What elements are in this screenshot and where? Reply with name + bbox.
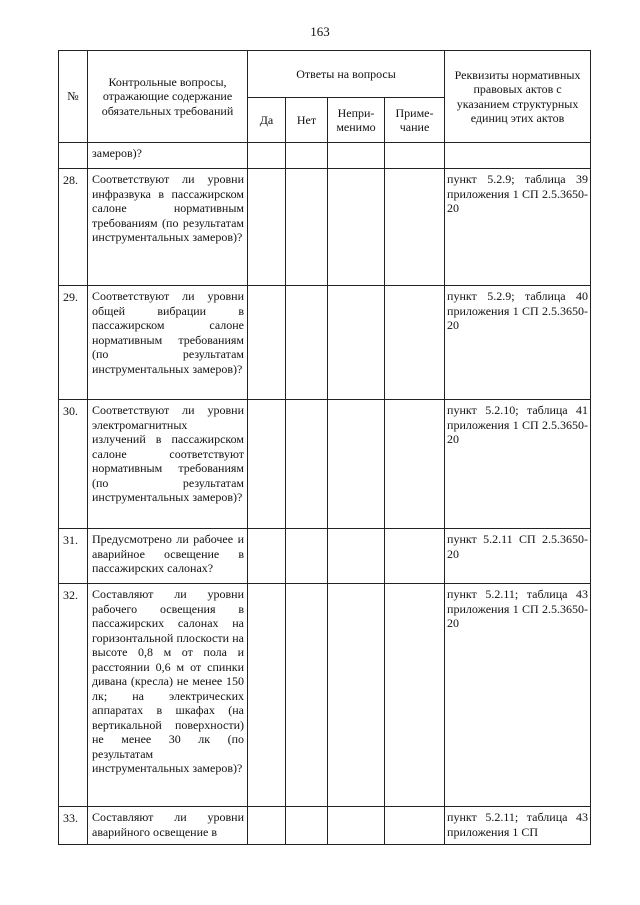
header-no: Нет <box>286 98 328 143</box>
header-question: Контрольные вопросы, отражающие содержание обязательных требований <box>88 51 248 143</box>
row-number: 29. <box>59 286 88 400</box>
row-requisites: пункт 5.2.11; таблица 43 приложения 1 СП <box>445 807 591 845</box>
answer-no-cell[interactable] <box>286 529 328 584</box>
answer-note-cell[interactable] <box>385 400 445 529</box>
table-row <box>59 584 591 807</box>
row-number: 32. <box>59 584 88 807</box>
answer-yes-cell[interactable] <box>248 169 286 286</box>
row-requisites: пункт 5.2.9; таблица 40 приложения 1 СП 2.5.3650-20 <box>445 286 591 400</box>
header-note: Приме- чание <box>385 98 445 143</box>
row-question: Соответствуют ли уровни электромагнитных излучений в пассажирском салоне соответствуют нормативным требованиям (по результатам инструментальных замеров)? <box>88 400 248 529</box>
answer-na-cell[interactable] <box>328 807 385 845</box>
answer-na-cell[interactable] <box>328 169 385 286</box>
answer-yes-cell[interactable] <box>248 529 286 584</box>
table-row <box>59 286 591 400</box>
header-requisites: Реквизиты нормативных правовых актов с указанием структурных единиц этих актов <box>445 51 591 143</box>
row-number: 33. <box>59 807 88 845</box>
answer-no-cell[interactable] <box>286 169 328 286</box>
answer-note-cell[interactable] <box>385 807 445 845</box>
row-question: Соответствуют ли уровни общей вибрации в пассажирском салоне нормативным требованиям (по результатам инструментальных замеров)? <box>88 286 248 400</box>
row-question: Составляют ли уровни рабочего освещения в пассажирских салонах на горизонтальной плоскости на высоте 0,8 м от пола и расстоянии 0,6 м от спинки дивана (кресла) не менее 150 лк; на электрических аппаратах в шкафах (на вертикальной поверхности) не менее 30 лк (по результатам инструментальных замеров)? <box>88 584 248 807</box>
table-row <box>59 400 591 529</box>
row-question: Предусмотрено ли рабочее и аварийное освещение в пассажирских салонах? <box>88 529 248 584</box>
answer-yes-cell[interactable] <box>248 400 286 529</box>
row-number: 31. <box>59 529 88 584</box>
page-number: 163 <box>310 24 330 39</box>
answer-yes-cell[interactable] <box>248 286 286 400</box>
row-number: 30. <box>59 400 88 529</box>
header-number: № <box>59 51 88 143</box>
answer-no-cell[interactable] <box>286 400 328 529</box>
row-requisites <box>445 143 591 169</box>
table-row <box>59 143 591 169</box>
table-row <box>59 169 591 286</box>
table-row <box>59 807 591 845</box>
answer-no-cell[interactable] <box>286 286 328 400</box>
answer-note-cell[interactable] <box>385 143 445 169</box>
answer-no-cell[interactable] <box>286 584 328 807</box>
answer-note-cell[interactable] <box>385 169 445 286</box>
answer-note-cell[interactable] <box>385 286 445 400</box>
row-requisites: пункт 5.2.9; таблица 39 приложения 1 СП 2.5.3650-20 <box>445 169 591 286</box>
row-number <box>59 143 88 169</box>
header-yes: Да <box>248 98 286 143</box>
answer-note-cell[interactable] <box>385 529 445 584</box>
answer-yes-cell[interactable] <box>248 143 286 169</box>
answer-na-cell[interactable] <box>328 286 385 400</box>
table-row <box>59 529 591 584</box>
answer-na-cell[interactable] <box>328 529 385 584</box>
row-requisites: пункт 5.2.11; таблица 43 приложения 1 СП 2.5.3650-20 <box>445 584 591 807</box>
row-question: Соответствуют ли уровни инфразвука в пассажирском салоне нормативным требованиям (по результатам инструментальных замеров)? <box>88 169 248 286</box>
row-question: замеров)? <box>88 143 248 169</box>
row-requisites: пункт 5.2.10; таблица 41 приложения 1 СП 2.5.3650-20 <box>445 400 591 529</box>
answer-note-cell[interactable] <box>385 584 445 807</box>
answer-yes-cell[interactable] <box>248 807 286 845</box>
answer-na-cell[interactable] <box>328 143 385 169</box>
header-answers: Ответы на вопросы <box>248 51 445 98</box>
answer-yes-cell[interactable] <box>248 584 286 807</box>
answer-na-cell[interactable] <box>328 400 385 529</box>
header-not-applicable: Непри- менимо <box>328 98 385 143</box>
checklist-table <box>58 50 591 845</box>
answer-no-cell[interactable] <box>286 807 328 845</box>
row-number: 28. <box>59 169 88 286</box>
row-requisites: пункт 5.2.11 СП 2.5.3650-20 <box>445 529 591 584</box>
answer-na-cell[interactable] <box>328 584 385 807</box>
row-question: Составляют ли уровни аварийного освещение в <box>88 807 248 845</box>
answer-no-cell[interactable] <box>286 143 328 169</box>
